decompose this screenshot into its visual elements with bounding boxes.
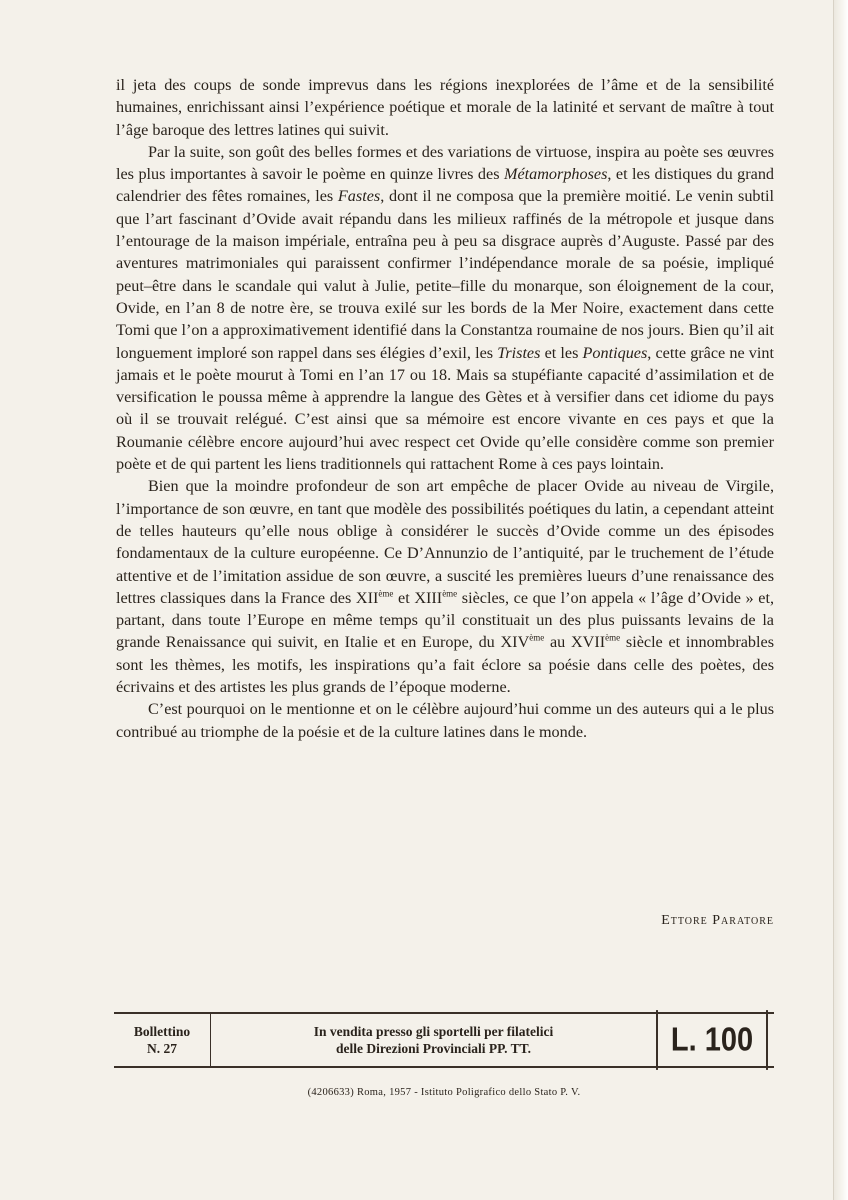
title-pontiques: Pontiques (582, 343, 648, 362)
title-fastes: Fastes (337, 187, 381, 206)
author-signature: Ettore Paratore (661, 913, 774, 928)
text-run: siècle et innombrables sont les thèmes, les motifs, les inspirations qu’a fait éclore sa poésie dans celle des poètes, des écrivains et des artistes les plus grands de l’époque moderne. (116, 633, 774, 697)
superscript-eme: ème (529, 633, 545, 644)
printer-imprint: (4206633) Roma, 1957 - Istituto Poligrafico dello Stato P. V. (307, 1087, 581, 1098)
text-run: au XVII (544, 633, 606, 652)
text-run: Bien que la moindre profondeur de son art empêche de placer Ovide au niveau de Virgile, l’importance de son œuvre, en tant que modèle des possibilités poétiques du latin, a cependant atteint de telles hauteurs qu’elle nous oblige à considérer le succès d’Ovide comme un des épisodes fondamentaux de la culture européenne. Ce D’Annunzio de l’antiquité, par le truchement de l’étude attentive et de l’imitation assidue de son œuvre, a suscité les premières lueurs d’une renaissance des lettres classiques dans la France des XII (116, 477, 774, 607)
title-tristes: Tristes (497, 343, 541, 362)
sale-line-2: delle Direzioni Provinciali PP. TT. (336, 1041, 531, 1056)
price-value: L. 100 (670, 1021, 754, 1058)
text-run: , cette grâce ne vint jamais et le poète mourut à Tomi en l’an 17 ou 18. Mais sa stupéfiante capacité d’assimilation et de versification le poussa même à apprendre la langue des Gètes et à versifier dans cet idiome du pays où il se trouvait relégué. C’est ainsi que sa mémoire est encore vivante en ces pays et que la Roumanie célèbre encore aujourd’hui avec respect cet Ovide qu’elle considère comme son premier poète et de qui partent les liens traditionnels qui rattachent Rome à ces pays lointain. (116, 343, 774, 474)
paragraph-2 (116, 141, 774, 475)
text-run: Par la suite, son goût des belles formes et des variations de virtuose, inspira au poète ses œuvres les plus importantes à savoir le poème en quinze livres des (116, 142, 774, 184)
text-run: , dont il ne composa que la première moitié. Le venin subtil que l’art fascinant d’Ovide avait répandu dans les milieux raffinés de la métropole et jusque dans l’entourage de la maison impériale, entraîna peu à peu sa disgrace auprès d’Auguste. Passé par des aventures matrimoniales qui paraissent confirmer l’indépendance morale de sa poésie, impliqué peut–être dans le scandale qui valut à Julie, petite–fille du monarque, son éloignement de la cour, Ovide, en l’an 8 de notre ère, se trouva exilé sur les bords de la Mer Noire, exactement dans cette Tomi que l’on a approximativement identifié dans la Constantza roumaine de nos jours. Bien qu’il ait longuement imploré son rappel dans ses élégies d’exil, les (116, 187, 774, 362)
bulletin-footer (114, 1012, 774, 1068)
sale-info (211, 1014, 656, 1066)
page-edge (833, 0, 848, 1200)
issue-number: N. 27 (147, 1041, 177, 1056)
superscript-eme: ème (378, 588, 394, 599)
article-body (116, 74, 774, 743)
title-metamorphoses: Métamorphoses (503, 165, 608, 184)
issue-label: Bollettino (133, 1024, 191, 1039)
sale-line-1: In vendita presso gli sportelli per filatelici (313, 1024, 554, 1039)
text-run: et XIII (393, 588, 443, 607)
text-run: siècles, ce que l’on appela « l’âge d’Ovide » et, partant, dans toute l’Europe en même temps qu’il constituait un des plus puissants levains de la grande Renaissance qui suivit, en Italie et en Europe, du XIV (116, 588, 774, 652)
superscript-eme: ème (605, 633, 621, 644)
superscript-eme: ème (442, 588, 458, 599)
text-run: , et les distiques du grand calendrier des fêtes romaines, les (116, 165, 775, 206)
issue-block (114, 1014, 211, 1066)
price-box (656, 1010, 768, 1070)
text-run: et les (540, 343, 583, 362)
paragraph-1: il jeta des coups de sonde imprevus dans les régions inexplorées de l’âme et de la sensibilité humaines, enrichissant ainsi l’expérience poétique et morale de la latinité et servant de maître à tout l’âge baroque des lettres latines qui suivit. (116, 76, 774, 139)
paragraph-3 (116, 475, 774, 698)
paragraph-4: C’est pourquoi on le mentionne et on le célèbre aujourd’hui comme un des auteurs qui a le plus contribué au triomphe de la poésie et de la culture latines dans le monde. (116, 700, 774, 741)
